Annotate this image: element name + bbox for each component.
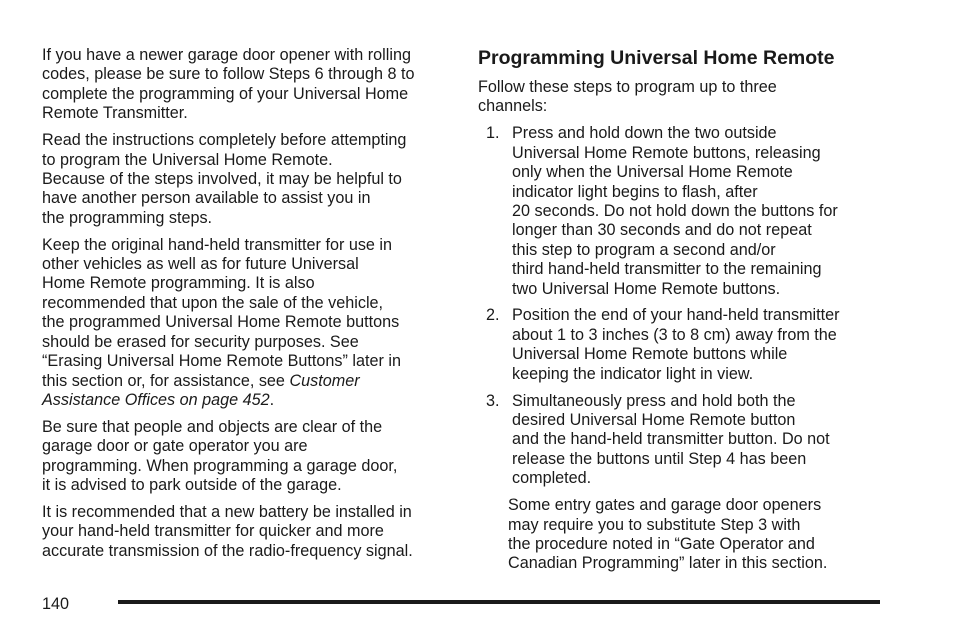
text-line: recommended that upon the sale of the vehicle, (42, 293, 384, 312)
text-line (42, 391, 450, 410)
text-line: Universal Home Remote buttons, releasing (512, 143, 821, 162)
text-line: keeping the indicator light in view. (512, 364, 754, 383)
text-line: only when the Universal Home Remote (512, 163, 793, 182)
text-line: Press and hold down the two outside (512, 124, 777, 143)
text-line: the programming steps. (42, 208, 213, 227)
step-item (478, 392, 880, 489)
step-number: 2. (486, 306, 500, 325)
text-line: Canadian Programming” later in this section. (508, 554, 828, 573)
text-line: about 1 to 3 inches (3 to 8 cm) away from the (512, 325, 837, 344)
text-line: third hand-held transmitter to the remaining (512, 260, 822, 279)
text-fragment: . (269, 390, 275, 409)
steps-list (478, 124, 880, 488)
text-line: Simultaneously press and hold both the (512, 391, 796, 410)
text-line: codes, please be sure to follow Steps 6 through 8 to (42, 65, 415, 84)
text-line: Because of the steps involved, it may be helpful to (42, 169, 402, 188)
text-line: Position the end of your hand-held transmitter (512, 306, 840, 325)
text-line: longer than 30 seconds and do not repeat (512, 221, 812, 240)
text-line: Be sure that people and objects are clear of the (42, 417, 383, 436)
section-heading: Programming Universal Home Remote (478, 47, 835, 69)
text-line: it is advised to park outside of the garage. (42, 476, 342, 495)
text-line (42, 372, 450, 391)
step-item (478, 124, 880, 299)
text-line: to program the Universal Home Remote. (42, 150, 333, 169)
text-line: the procedure noted in “Gate Operator and (508, 534, 815, 553)
text-line: Remote Transmitter. (42, 104, 188, 123)
text-line: have another person available to assist you in (42, 189, 371, 208)
battery-paragraph (42, 503, 450, 561)
step-number: 3. (486, 391, 500, 410)
text-line: accurate transmission of the radio-frequency signal. (42, 541, 413, 560)
text-line: this step to program a second and/or (512, 240, 776, 259)
text-line: your hand-held transmitter for quicker and more (42, 522, 384, 541)
clear-area-paragraph (42, 418, 450, 496)
text-line: should be erased for security purposes. See (42, 332, 359, 351)
rolling-codes-paragraph (42, 46, 450, 124)
text-line: indicator light begins to flash, after (512, 182, 758, 201)
read-instructions-paragraph (42, 131, 450, 228)
text-line: “Erasing Universal Home Remote Buttons” later in (42, 352, 401, 371)
step-number: 1. (486, 124, 500, 143)
text-line: channels: (478, 97, 548, 116)
intro-paragraph (478, 78, 880, 117)
text-fragment: this section or, for assistance, see (42, 371, 290, 390)
keep-transmitter-paragraph (42, 236, 450, 411)
text-line: Universal Home Remote buttons while (512, 345, 788, 364)
text-line: Home Remote programming. It is also (42, 274, 315, 293)
text-line: complete the programming of your Universal Home (42, 84, 409, 103)
text-line: Some entry gates and garage door openers (508, 496, 822, 515)
text-line: two Universal Home Remote buttons. (512, 279, 781, 298)
text-line: may require you to substitute Step 3 with (508, 515, 801, 534)
text-line: Follow these steps to program up to three (478, 78, 777, 96)
text-line: garage door or gate operator you are (42, 437, 308, 456)
entry-gates-note (508, 496, 880, 574)
text-line: and the hand-held transmitter button. Do not (512, 430, 830, 449)
text-line: programming. When programming a garage door, (42, 456, 398, 475)
footer-rule (118, 600, 880, 604)
text-line: 20 seconds. Do not hold down the buttons for (512, 201, 838, 220)
customer-assistance-reference: Customer (289, 371, 360, 390)
step-item (478, 306, 880, 384)
left-column (42, 46, 450, 569)
text-line: completed. (512, 469, 592, 488)
text-line: Read the instructions completely before attempting (42, 131, 407, 150)
text-line: If you have a newer garage door opener with rolling (42, 46, 411, 64)
text-line: other vehicles as well as for future Universal (42, 255, 359, 274)
text-line: It is recommended that a new battery be installed in (42, 502, 412, 521)
right-column (478, 46, 880, 574)
text-line: the programmed Universal Home Remote buttons (42, 313, 400, 332)
text-line: Keep the original hand-held transmitter for use in (42, 235, 393, 254)
customer-assistance-reference: Assistance Offices on page 452 (42, 390, 270, 409)
text-line: desired Universal Home Remote button (512, 411, 796, 429)
text-line: release the buttons until Step 4 has been (512, 449, 807, 468)
page-number: 140 (42, 595, 70, 613)
